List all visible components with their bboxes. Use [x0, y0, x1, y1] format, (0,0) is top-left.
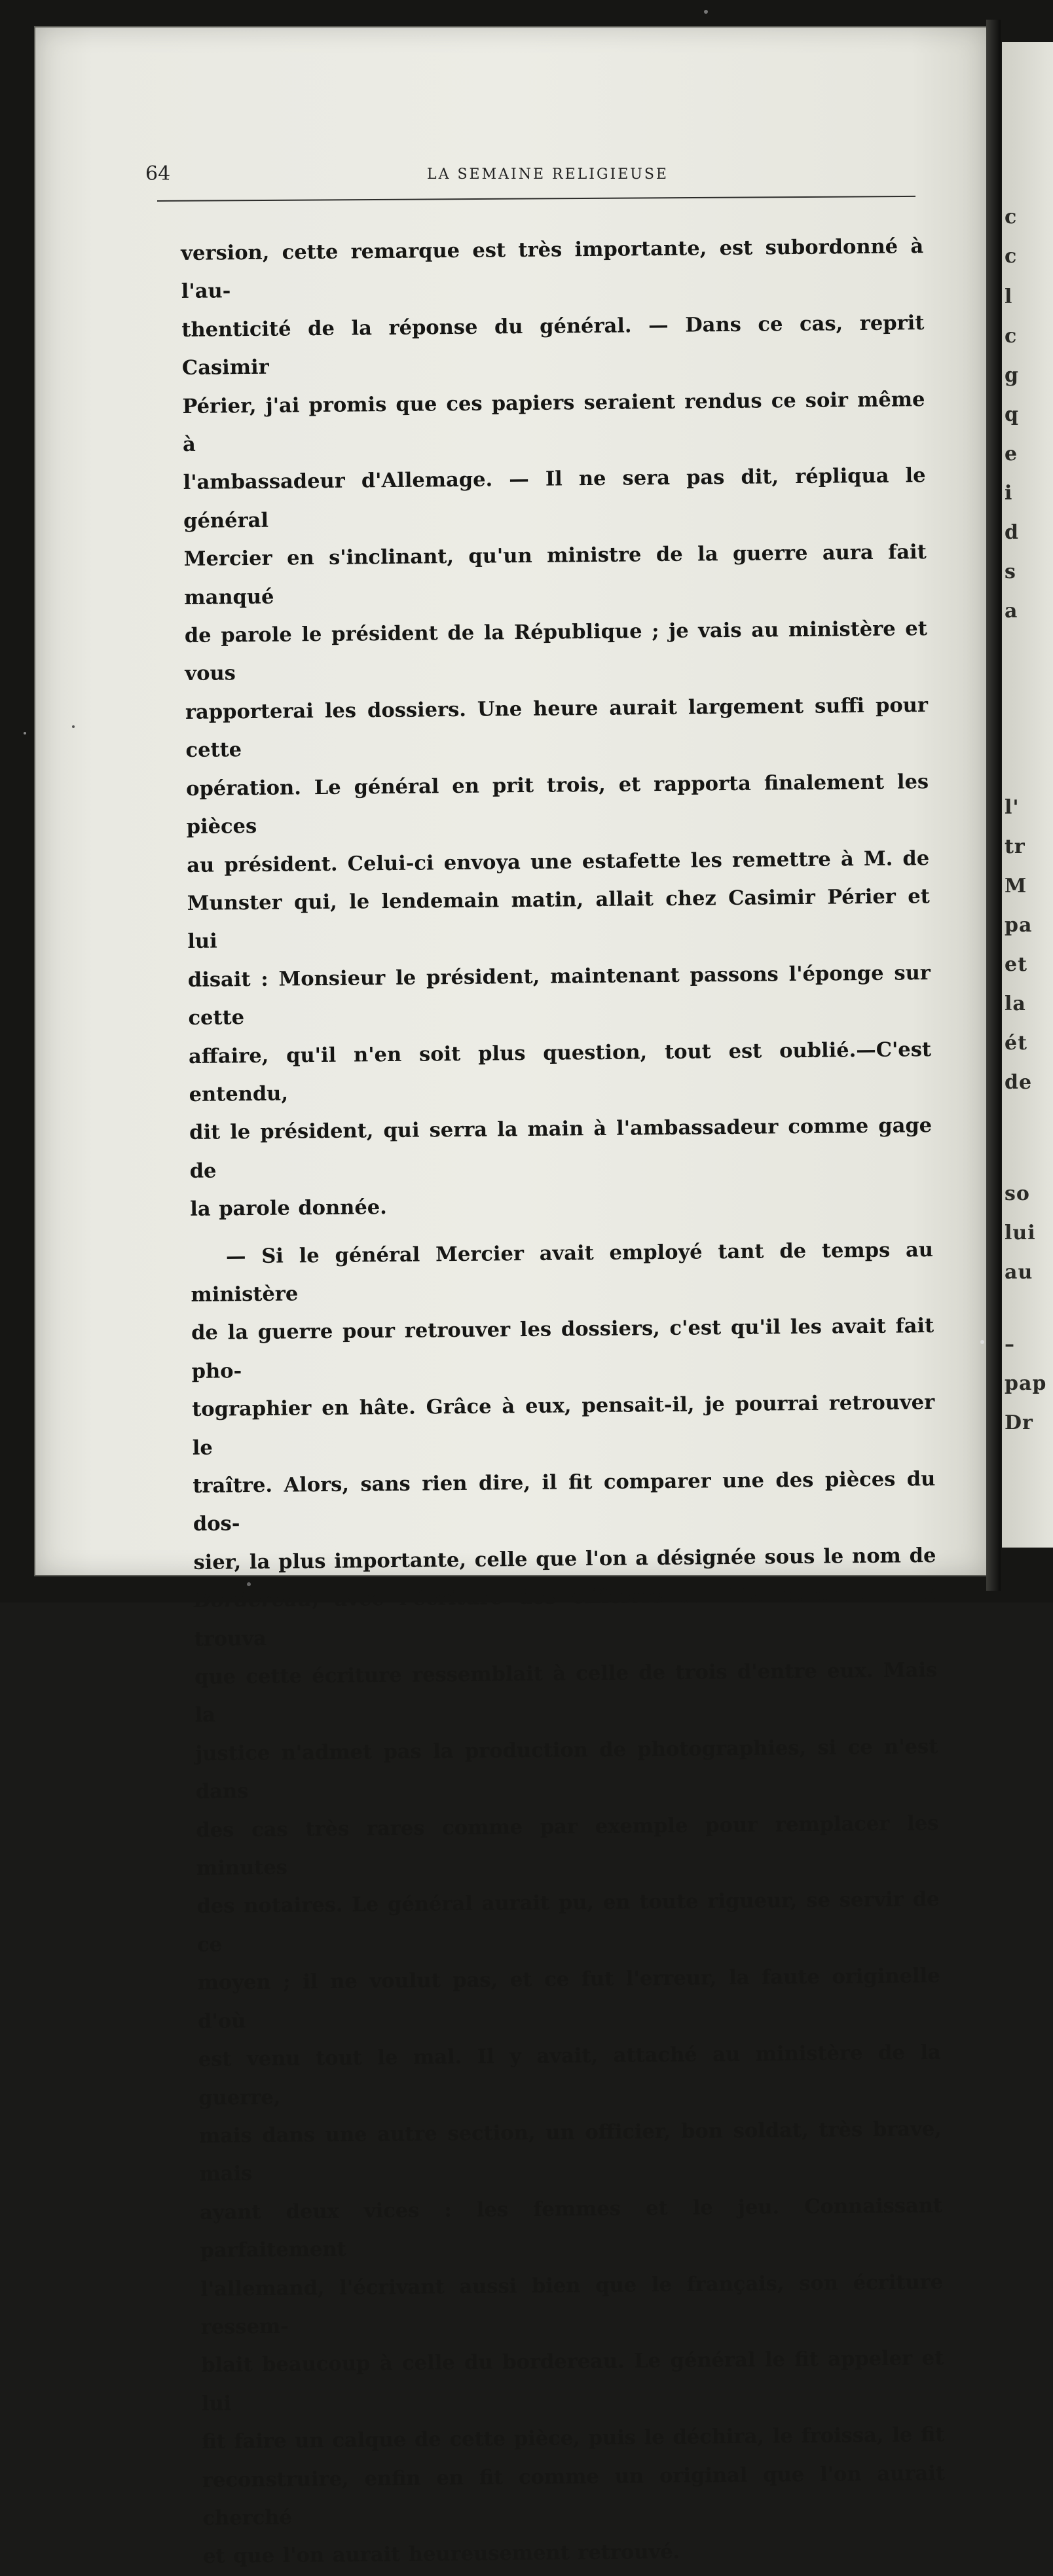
text-line: version, cette remarque est très importante, est subordonné à l'au-	[181, 234, 924, 304]
text-line: Bordereau, avec l'écriture des officiers du IIIe bureau. Il se trouva	[193, 1582, 937, 1651]
next-page-text-fragment: c	[1005, 206, 1018, 228]
page-number: 64	[145, 162, 171, 185]
text-line: ayant deux vices : les femmes et le jeu. Connaissant parfaitement	[199, 2193, 943, 2262]
text-line: traître. Alors, sans rien dire, il fit comparer une des pièces du dos-	[193, 1467, 936, 1536]
text-line: justice n'admet pas la production de photographies, si ce n'est dans	[195, 1734, 938, 1804]
text-line: blait beaucoup à celle du bordereau. Le général le fit appeler et lui	[201, 2346, 944, 2416]
body-text	[181, 227, 946, 2576]
text-line: — Si le général Mercier avait employé tant de temps au ministère	[191, 1237, 934, 1307]
next-page-edge	[1002, 42, 1053, 1548]
running-header	[145, 162, 918, 189]
next-page-text-fragment: Dr	[1005, 1411, 1033, 1434]
text-line: tographier en hâte. Grâce à eux, pensait-il, je pourrai retrouver le	[192, 1390, 935, 1460]
text-line: de parole le président de la République ; je vais au ministère et vous	[184, 617, 928, 686]
next-page-text-fragment: de	[1005, 1071, 1033, 1094]
next-page-text-fragment: so	[1005, 1182, 1030, 1205]
next-page-text-fragment: a	[1005, 600, 1018, 623]
next-page-text-fragment: g	[1005, 364, 1019, 387]
text-line: au président. Celui-ci envoya une estafette les remettre à M. de	[187, 846, 930, 877]
next-page-text-fragment: pap	[1005, 1372, 1047, 1395]
text-line: fit faire un calque de cette pièce, puis le déchira, le froissa, le fit	[202, 2423, 945, 2454]
next-page-text-fragment: lui	[1005, 1222, 1036, 1244]
text-line: disait : Monsieur le président, maintenant passons l'éponge sur cette	[187, 960, 931, 1030]
text-line: reconstruire, enfin en fit comme un original que l'on aurait cherché	[202, 2461, 946, 2530]
next-page-text-fragment: –	[1005, 1333, 1015, 1356]
paragraph-1	[181, 227, 933, 1228]
next-page-text-fragment: c	[1005, 245, 1018, 268]
next-page-text-fragment: e	[1005, 443, 1018, 465]
next-page-text-fragment: la	[1005, 992, 1026, 1015]
text-line: sier, la plus importante, celle que l'on a désignée sous le nom de	[193, 1543, 936, 1574]
text-line: dit le président, qui serra la main à l'ambassadeur comme gage de	[189, 1114, 933, 1183]
next-page-text-fragment: q	[1005, 403, 1019, 426]
text-line: mais dans une autre section, un officier, bon soldat, très brave, mais	[198, 2116, 942, 2186]
text-line: est venu tout le mal. Il y avait, attaché au ministère de la guerre,	[198, 2041, 941, 2110]
next-page-text-fragment: pa	[1005, 914, 1033, 937]
text-line: l'allemand, l'écrivant aussi bien que le français, son écriture ressem-	[200, 2270, 944, 2339]
text-line: la parole donnée.	[190, 1195, 387, 1222]
next-page-text-fragment: ét	[1005, 1032, 1027, 1055]
text-line: rapporterai les dossiers. Une heure aurait largement suffi pour cette	[185, 693, 929, 763]
text-line: l'ambassadeur d'Allemage. — Il ne sera pas dit, répliqua le général	[183, 463, 926, 533]
next-page-text-fragment: i	[1005, 482, 1013, 505]
text-line: thenticité de la réponse du général. — Dans ce cas, reprit Casimir	[181, 310, 925, 380]
paragraph-2	[191, 1231, 946, 2576]
text-line: de la guerre pour retrouver les dossiers, c'est qu'il les avait fait pho-	[191, 1314, 934, 1383]
text-line: Périer, j'ai promis que ces papiers seraient rendus ce soir même à	[182, 387, 925, 457]
next-page-text-fragment: M	[1005, 875, 1027, 898]
italic-word: Bordereau	[193, 1587, 312, 1613]
text-line: opération. Le général en prit trois, et rapporta finalement les pièces	[185, 769, 929, 839]
next-page-text-fragment: l	[1005, 285, 1013, 308]
next-page-text-fragment: s	[1005, 560, 1016, 583]
book-gutter	[986, 20, 1001, 1591]
running-title: LA SEMAINE RELIGIEUSE	[427, 166, 669, 183]
text-line: Mercier en s'inclinant, qu'un ministre de la guerre aura fait manqué	[183, 540, 927, 609]
next-page-text-fragment: et	[1005, 953, 1027, 976]
text-line: des notaires. Le général aurait pu, en toute rigueur, se servir de ce	[196, 1887, 940, 1957]
text-line: des cas très rares comme par exemple pour remplacer les minutes	[196, 1811, 939, 1880]
next-page-text-fragment: l'	[1005, 796, 1020, 819]
next-page-text-fragment: tr	[1005, 835, 1025, 858]
text-line: et que l'on aurait heureusement retrouvé.	[202, 2540, 680, 2569]
next-page-text-fragment: c	[1005, 325, 1018, 348]
text-line: moyen ; il ne voulut pas, et ce fut l'erreur, la faute originelle d'où	[197, 1964, 940, 2033]
next-page-text-fragment: d	[1005, 521, 1019, 544]
next-page-text-fragment: au	[1005, 1261, 1033, 1284]
text-line: Munster qui, le lendemain matin, allait chez Casimir Périer et lui	[187, 884, 930, 954]
text-line: que cette écriture ressemblait à celle de trois d'entre eux. Mais la	[194, 1658, 938, 1728]
text-line: affaire, qu'il n'en soit plus question, tout est oublié.—C'est entendu,	[188, 1037, 932, 1106]
